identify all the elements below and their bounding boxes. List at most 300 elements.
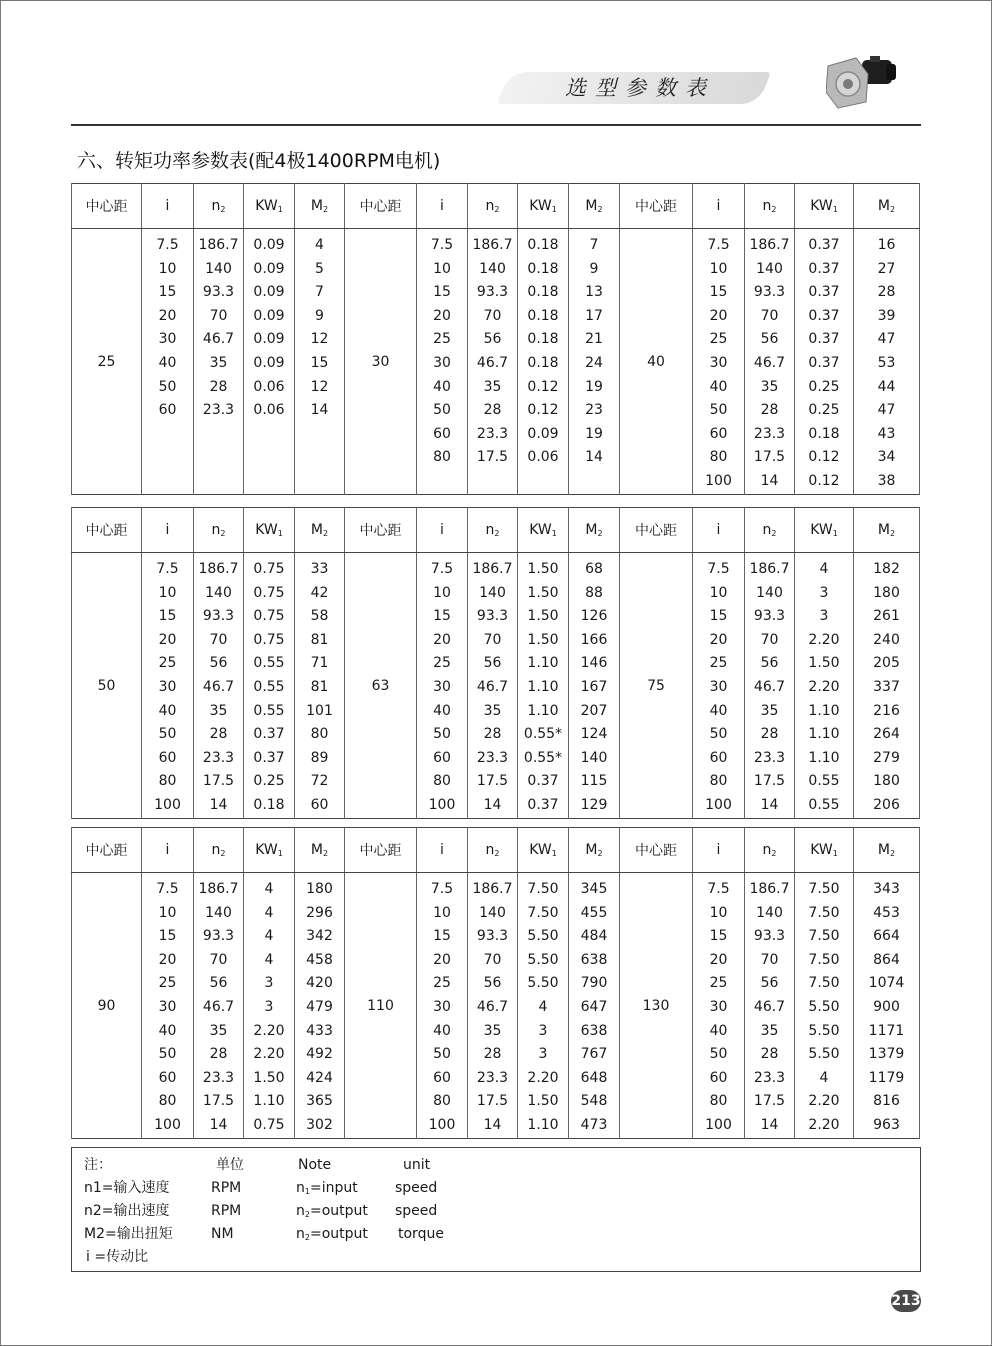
table-cell: 40 [158,702,177,719]
table-cell: 1.50 [527,561,559,577]
table-cell: 89 [310,749,329,766]
header-torque-symbol: M [310,522,323,538]
header-torque-symbol: M [877,522,890,538]
table-cell: 80 [709,449,728,466]
power-column [795,229,854,495]
table-cell: 15 [709,284,728,301]
torque-column [295,553,345,819]
table-cell: 17.5 [476,773,509,790]
table-cell: 70 [483,307,502,324]
table-cell: 337 [873,678,900,695]
table-cell: 28 [760,1046,779,1063]
table-cell: 10 [433,904,451,921]
table-cell: 20 [709,951,728,968]
header-power-symbol: KW [529,198,552,214]
table-cell: 1074 [868,975,905,992]
table-cell: 23.3 [476,1069,509,1086]
table-cell: 39 [877,307,896,324]
table-cell: 264 [873,726,900,743]
table-cell: 56 [483,331,502,348]
speed-column [468,553,518,819]
table-cell: 23.3 [753,425,786,442]
table-cell: 28 [483,402,502,419]
torque-column [854,873,920,1139]
table-cell: 0.37 [253,749,285,766]
table-cell: 1.50 [527,1093,559,1110]
table-cell: 7.5 [430,561,454,577]
table-cell: 167 [580,678,608,695]
table-cell: 140 [479,584,506,601]
table-cell: 0.06 [253,378,285,395]
table-cell: 3 [538,1022,548,1039]
table-cell: 40 [158,354,177,371]
table-cell: 0.37 [808,331,840,348]
table-cell: 186.7 [749,881,790,897]
power-column [244,229,295,495]
table-cell: 60 [709,749,728,766]
table-cell: 0.12 [527,378,559,395]
table-cell: 28 [760,402,779,419]
table-cell: 342 [306,928,333,945]
table-cell: 17.5 [476,1093,509,1110]
table-cell: 186.7 [472,561,513,577]
header-rule [71,124,921,126]
header-output-speed-symbol: n [211,522,221,538]
table-cell: 864 [873,951,900,968]
table-cell: 60 [433,749,451,766]
speed-column [468,229,518,495]
header-torque-subscript: 2 [890,849,896,858]
table-cell: 70 [760,631,779,648]
table-cell: 56 [209,975,228,992]
table-cell: 70 [209,631,228,648]
table-cell: 180 [306,881,333,897]
table-cell: 80 [433,1093,451,1110]
header-torque-symbol: M [310,198,323,214]
table-cell: 14 [760,1116,779,1133]
table-body-row [72,553,920,819]
table-cell: 0.09 [253,354,285,371]
table-cell: 0.09 [253,331,285,348]
header-ratio: i [417,184,468,229]
table-cell: 20 [433,307,451,324]
table-cell: 30 [709,354,728,371]
table-cell: 0.37 [808,354,840,371]
table-cell: 216 [873,702,900,719]
header-power-symbol: KW [810,522,833,538]
table-cell: 50 [709,726,728,743]
table-cell: 70 [209,951,228,968]
ratio-column [693,229,745,495]
header-output-speed [745,508,795,553]
table-cell: 126 [580,608,608,625]
table-cell: 206 [873,796,900,813]
table-cell: 14 [483,796,502,813]
table-cell: 0.55 [253,655,285,672]
table-cell: 23.3 [476,749,509,766]
table-cell: 40 [158,1022,177,1039]
table-cell: 0.18 [527,354,559,371]
note-row [72,1223,920,1245]
table-cell: 7.50 [808,928,840,945]
table-cell: 56 [760,331,779,348]
table-cell: 9 [589,260,599,277]
table-cell: 186.7 [749,561,790,577]
table-cell: 0.55 [808,773,840,790]
gear-motor-image [826,52,898,110]
table-cell: 3 [819,584,829,601]
table-cell: 296 [306,904,333,921]
table-cell: 93.3 [202,284,235,301]
table-cell: 186.7 [472,881,513,897]
table-cell: 4 [315,237,324,253]
table-cell: 93.3 [753,284,786,301]
table-cell: 23.3 [202,1069,235,1086]
table-cell: 10 [709,904,728,921]
table-cell: 44 [877,378,896,395]
table-cell: 7.50 [808,951,840,968]
table-cell: 1171 [868,1022,905,1039]
table-cell: 56 [483,655,502,672]
table-cell: 35 [209,1022,228,1039]
table-cell: 93.3 [476,928,509,945]
header-output-speed [468,828,518,873]
table-cell: 28 [483,726,502,743]
ratio-column [693,553,745,819]
table-body-row [72,873,920,1139]
page-number: 213 [891,1290,921,1312]
header-torque-subscript: 2 [890,529,896,538]
table-cell: 53 [877,354,896,371]
table-cell: 7.5 [430,881,454,897]
table-cell: 50 [709,402,728,419]
table-cell: 140 [205,584,232,601]
ratio-column [417,553,468,819]
table-cell: 140 [479,260,506,277]
header-power [795,508,854,553]
table-cell: 35 [760,1022,779,1039]
table-cell: 25 [433,655,451,672]
table-cell: 4 [538,998,548,1015]
note-row [72,1200,920,1222]
table-cell: 166 [580,631,608,648]
table-cell: 0.09 [253,237,285,253]
table-cell: 0.18 [527,237,559,253]
header-output-speed [194,508,244,553]
table-cell: 0.55* [523,749,563,766]
header-torque-subscript: 2 [597,849,603,858]
header-output-speed-subscript: 2 [220,205,226,214]
table-cell: 424 [306,1069,333,1086]
header-center-distance: 中心距 [72,508,142,553]
table-cell: 35 [483,1022,502,1039]
table-cell: 60 [433,425,451,442]
table-cell: 548 [580,1093,608,1110]
table-cell: 0.25 [808,402,840,419]
table-cell: 50 [709,1046,728,1063]
table-cell: 50 [433,402,451,419]
header-power-symbol: KW [529,842,552,858]
table-cell: 186.7 [198,881,239,897]
table-cell: 2.20 [808,1093,840,1110]
table-cell: 2.20 [253,1022,285,1039]
table-cell: 25 [709,655,728,672]
header-torque-symbol: M [877,842,890,858]
header-torque [295,184,345,229]
table-cell: 40 [709,378,728,395]
table-cell: 7.5 [707,881,730,897]
table-cell: 17.5 [202,773,235,790]
header-center-distance: 中心距 [620,508,693,553]
table-cell: 23.3 [753,1069,786,1086]
table-cell: 0.12 [808,472,840,489]
table-cell: 23.3 [202,749,235,766]
power-column [518,553,569,819]
table-cell: 473 [580,1116,608,1133]
table-cell: 30 [158,678,177,695]
table-cell: 17.5 [476,449,509,466]
table-cell: 1.10 [808,726,840,743]
table-cell: 4 [264,904,274,921]
center-distance-value: 130 [620,873,693,1139]
table-cell: 767 [580,1046,608,1063]
header-output-speed [194,828,244,873]
table-cell: 0.25 [253,773,285,790]
header-center-distance: 中心距 [345,184,417,229]
header-power [518,828,569,873]
table-cell: 0.37 [527,773,559,790]
note-symbol-subscript: 2 [304,1210,310,1219]
table-cell: 5.50 [527,975,559,992]
header-center-distance: 中心距 [72,184,142,229]
table-cell: 129 [580,796,608,813]
table-cell: 46.7 [202,331,235,348]
table-cell: 3 [264,975,274,992]
table-cell: 35 [209,354,228,371]
header-output-speed-symbol: n [762,842,772,858]
header-power-symbol: KW [255,842,278,858]
table-cell: 93.3 [753,608,786,625]
table-cell: 28 [877,284,896,301]
table-cell: 146 [580,655,608,672]
header-output-speed-symbol: n [211,198,221,214]
table-cell: 7.5 [156,237,179,253]
table-cell: 4 [264,928,274,945]
table-cell: 0.06 [527,449,559,466]
table-cell: 4 [819,561,829,577]
banner-title: 选型参数表 [565,76,715,100]
table-cell: 10 [158,260,177,277]
table-cell: 2.20 [527,1069,559,1086]
table-cell: 186.7 [198,561,239,577]
table-cell: 12 [310,378,329,395]
torque-column [854,553,920,819]
note-cn: n1=输入速度 [84,1180,170,1196]
table-cell: 0.18 [808,425,840,442]
table-cell: 46.7 [202,998,235,1015]
table-cell: 50 [158,726,177,743]
table-cell: 186.7 [198,237,239,253]
table-header-row [72,828,920,873]
ratio-column [693,873,745,1139]
table-cell: 638 [580,951,608,968]
table-cell: 0.09 [527,425,559,442]
notes-note-en: Note [298,1157,332,1173]
table-cell: 638 [580,1022,608,1039]
note-en: =input [309,1180,358,1196]
table-cell: 0.55 [253,702,285,719]
table-cell: 140 [479,904,506,921]
table-cell: 5 [315,260,324,277]
table-cell: 70 [760,951,779,968]
table-cell: 5.50 [527,928,559,945]
table-cell: 0.55 [253,678,285,695]
table-cell: 30 [158,331,177,348]
table-cell: 25 [433,331,451,348]
table-cell: 5.50 [808,1046,840,1063]
header-output-speed-symbol: n [485,522,495,538]
table-cell: 25 [709,331,728,348]
table-cell: 20 [433,631,451,648]
table-cell: 302 [306,1116,333,1133]
table-cell: 93.3 [202,608,235,625]
table-cell: 60 [433,1069,451,1086]
table-cell: 14 [760,472,779,489]
table-cell: 20 [158,307,177,324]
table-cell: 7 [589,237,599,253]
table-cell: 140 [756,904,783,921]
table-cell: 4 [264,881,274,897]
table-cell: 25 [709,975,728,992]
table-cell: 19 [585,425,603,442]
speed-column [194,229,244,495]
table-cell: 100 [705,472,732,489]
header-power-symbol: KW [810,198,833,214]
table-cell: 15 [310,354,329,371]
table-cell: 25 [158,655,177,672]
header-output-speed-symbol: n [485,198,495,214]
table-cell: 7.50 [808,881,840,897]
table-cell: 900 [873,998,900,1015]
header-output-speed [468,184,518,229]
header-ratio: i [142,184,194,229]
table-cell: 56 [209,655,228,672]
table-cell: 93.3 [202,928,235,945]
note-unit: NM [211,1226,234,1242]
table-cell: 647 [580,998,608,1015]
table-cell: 14 [760,796,779,813]
table-cell: 80 [709,773,728,790]
table-cell: 28 [483,1046,502,1063]
header-power [244,508,295,553]
table-cell: 5.50 [808,998,840,1015]
note-word: torque [398,1226,444,1242]
table-cell: 17.5 [753,449,786,466]
table-cell: 365 [306,1093,333,1110]
table-cell: 46.7 [202,678,235,695]
table-cell: 455 [580,904,608,921]
table-cell: 1.50 [808,655,840,672]
table-cell: 7.50 [808,904,840,921]
table-cell: 1.10 [527,655,559,672]
note-row [72,1177,920,1199]
table-cell: 42 [310,584,329,601]
torque-power-table [71,507,920,819]
table-cell: 345 [580,881,608,897]
table-cell: 20 [709,631,728,648]
table-cell: 35 [483,702,502,719]
table-cell: 115 [580,773,608,790]
table-cell: 14 [209,796,228,813]
table-cell: 56 [483,975,502,992]
table-cell: 60 [158,749,177,766]
table-cell: 420 [306,975,333,992]
table-cell: 279 [873,749,900,766]
table-cell: 0.18 [527,331,559,348]
speed-column [745,553,795,819]
header-power-subscript: 1 [551,205,557,214]
notes-box [71,1147,921,1272]
table-cell: 0.25 [808,378,840,395]
table-cell: 30 [709,998,728,1015]
header-power-symbol: KW [529,522,552,538]
table-cell: 0.12 [527,402,559,419]
header-power-subscript: 1 [277,205,283,214]
table-cell: 140 [205,904,232,921]
table-cell: 19 [585,378,603,395]
table-cell: 7.5 [430,237,454,253]
speed-column [194,873,244,1139]
table-cell: 10 [709,260,728,277]
header-torque [854,184,920,229]
header-power [795,828,854,873]
table-cell: 80 [158,1093,177,1110]
header-output-speed-subscript: 2 [771,849,777,858]
header-torque [854,828,920,873]
table-cell: 140 [580,749,608,766]
power-column [795,553,854,819]
header-power-subscript: 1 [277,529,283,538]
header-power [518,184,569,229]
header-ratio: i [142,828,194,873]
table-cell: 80 [310,726,329,743]
header-power [244,828,295,873]
table-cell: 40 [433,1022,451,1039]
table-cell: 20 [158,951,177,968]
header-power-subscript: 1 [551,529,557,538]
table-cell: 140 [756,260,783,277]
ratio-column [142,873,194,1139]
header-power [518,508,569,553]
header-output-speed-subscript: 2 [771,529,777,538]
speed-column [194,553,244,819]
table-cell: 28 [209,378,228,395]
table-cell: 1.10 [808,749,840,766]
table-cell: 2.20 [808,631,840,648]
table-cell: 1379 [868,1046,905,1063]
table-cell: 50 [158,378,177,395]
table-cell: 3 [819,608,829,625]
table-cell: 17 [585,307,603,324]
note-en: =output [309,1226,368,1242]
table-cell: 93.3 [753,928,786,945]
table-cell: 17.5 [753,1093,786,1110]
table-cell: 70 [209,307,228,324]
header-torque [569,184,620,229]
header-output-speed-subscript: 2 [771,205,777,214]
table-cell: 80 [709,1093,728,1110]
note-symbol-letter: n [296,1180,305,1196]
